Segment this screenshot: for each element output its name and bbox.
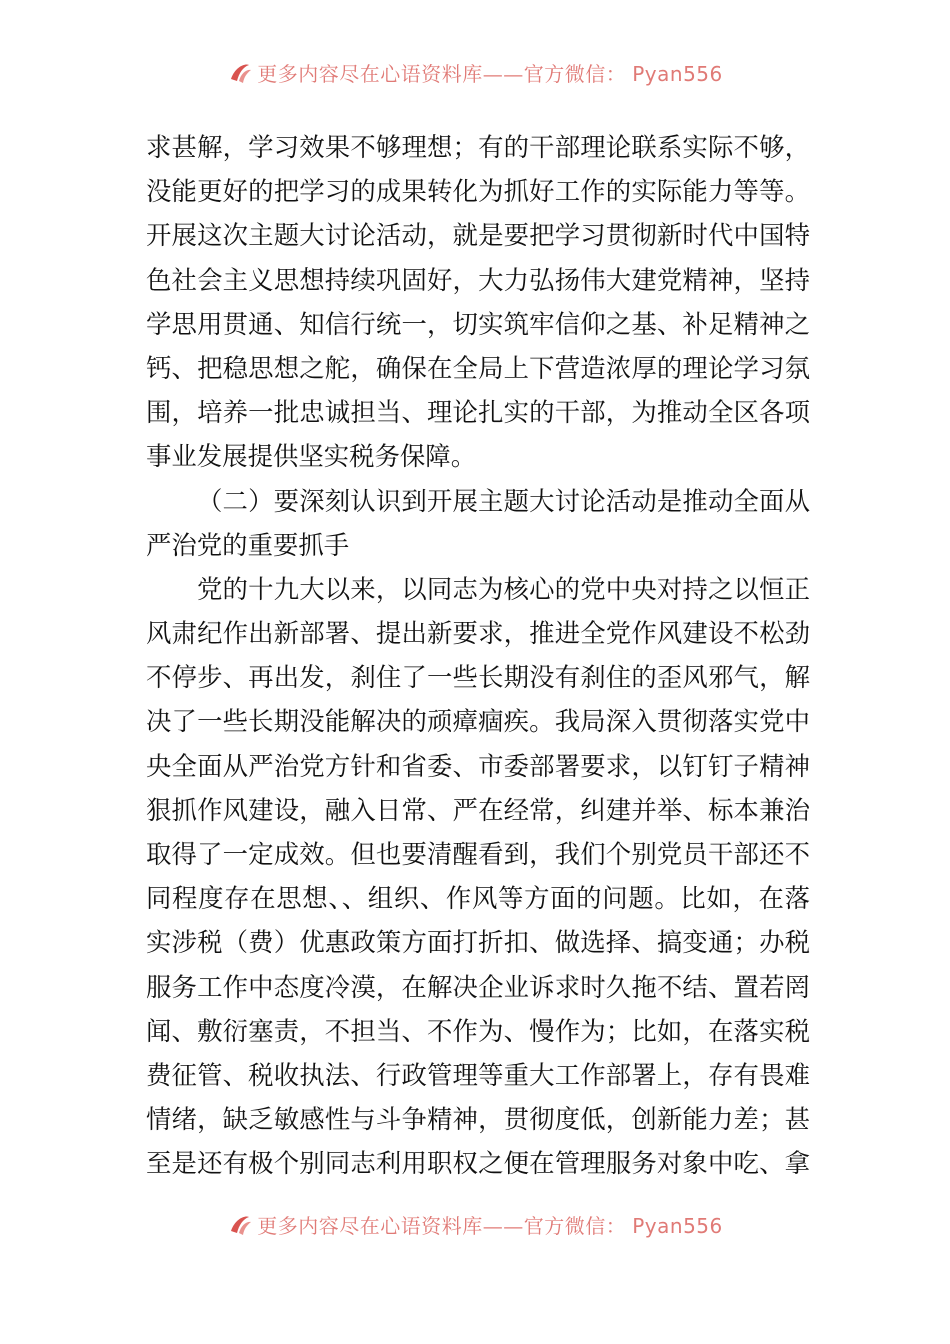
- watermark-footer: [0, 1204, 950, 1244]
- text-line: 决了一些长期没能解决的顽瘴痼疾。我局深入贯彻落实党中: [146, 706, 810, 737]
- watermark-text: 更多内容尽在心语资料库——官方微信： Pyan556: [257, 61, 723, 86]
- section-heading-cont: 严治党的重要抓手: [146, 529, 350, 560]
- text-line: 实涉税（费）优惠政策方面打折扣、做选择、搞变通；办税: [146, 927, 810, 958]
- text-line: 钙、把稳思想之舵，确保在全局上下营造浓厚的理论学习氛: [146, 352, 810, 383]
- text-line: 开展这次主题大讨论活动，就是要把学习贯彻新时代中国特: [146, 220, 810, 251]
- text-line: 同程度存在思想、、组织、作风等方面的问题。比如，在落: [146, 883, 810, 914]
- text-line: 党的十九大以来，以同志为核心的党中央对持之以恒正: [197, 573, 810, 604]
- watermark-header: [0, 52, 950, 92]
- text-line: 狠抓作风建设，融入日常、严在经常，纠建并举、标本兼治: [146, 794, 810, 825]
- text-line: 事业发展提供坚实税务保障。: [146, 441, 477, 472]
- logo-icon: [227, 1211, 253, 1237]
- text-line: 风肃纪作出新部署、提出新要求，推进全党作风建设不松劲: [146, 618, 810, 649]
- text-line: 服务工作中态度冷漠，在解决企业诉求时久拖不结、置若罔: [146, 971, 810, 1002]
- text-line: 费征管、税收执法、行政管理等重大工作部署上，存有畏难: [146, 1059, 810, 1090]
- text-line: 围，培养一批忠诚担当、理论扎实的干部，为推动全区各项: [146, 397, 810, 428]
- logo-icon: [227, 59, 253, 85]
- text-line: 央全面从严治党方针和省委、市委部署要求，以钉钉子精神: [146, 750, 810, 781]
- text-line: 色社会主义思想持续巩固好，大力弘扬伟大建党精神，坚持: [146, 264, 810, 295]
- text-line: 不停步、再出发，刹住了一些长期没有刹住的歪风邪气，解: [146, 662, 810, 693]
- text-line: 闻、敷衍塞责，不担当、不作为、慢作为；比如，在落实税: [146, 1015, 810, 1046]
- section-heading: （二）要深刻认识到开展主题大讨论活动是推动全面从: [197, 485, 810, 516]
- watermark-text: 更多内容尽在心语资料库——官方微信： Pyan556: [257, 1213, 723, 1238]
- text-line: 没能更好的把学习的成果转化为抓好工作的实际能力等等。: [146, 176, 810, 207]
- text-line: 情绪，缺乏敏感性与斗争精神，贯彻度低，创新能力差；甚: [146, 1104, 810, 1135]
- body-text: [146, 125, 810, 1186]
- text-line: 至是还有极个别同志利用职权之便在管理服务对象中吃、拿: [146, 1148, 810, 1179]
- text-line: 求甚解，学习效果不够理想；有的干部理论联系实际不够，: [146, 132, 810, 162]
- text-line: 取得了一定成效。但也要清醒看到，我们个别党员干部还不: [146, 839, 810, 869]
- text-line: 学思用贯通、知信行统一，切实筑牢信仰之基、补足精神之: [146, 308, 810, 339]
